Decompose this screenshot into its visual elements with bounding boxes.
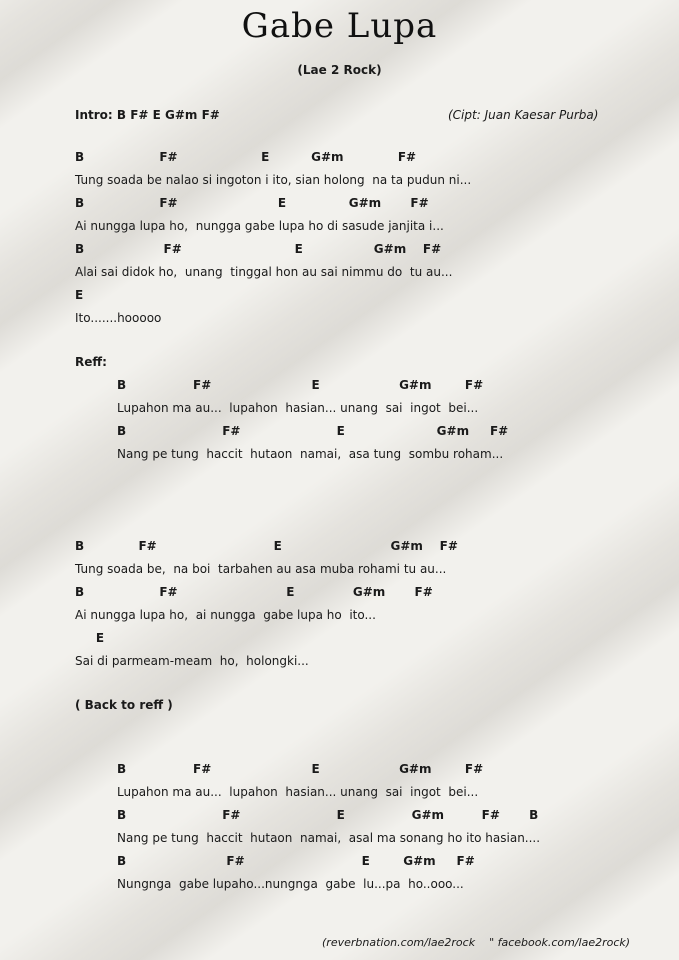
back-to-reff-note: ( Back to reff ) — [75, 698, 173, 712]
footer-links: (reverbnation.com/lae2rock " facebook.com/lae2rock) — [322, 936, 631, 949]
chord-line: B F# E G#m F# — [117, 762, 484, 776]
lyric-line: Ai nungga lupa ho, ai nungga gabe lupa ho ito... — [75, 608, 376, 622]
lyric-line: Tung soada be nalao si ingoton i ito, sian holong na ta pudun ni... — [75, 173, 472, 187]
lyric-line: Lupahon ma au... lupahon hasian... unang sai ingot bei... — [117, 785, 479, 799]
lyric-line: Alai sai didok ho, unang tinggal hon au sai nimmu do tu au... — [75, 265, 453, 279]
lyric-line: Nang pe tung haccit hutaon namai, asal ma sonang ho ito hasian.... — [117, 831, 541, 845]
chord-line: B F# E G#m F# — [117, 854, 475, 868]
chord-line: B F# E G#m F# — [117, 378, 484, 392]
lyric-line: Lupahon ma au... lupahon hasian... unang sai ingot bei... — [117, 401, 479, 415]
chord-line: B F# E G#m F# — [75, 585, 433, 599]
reff-label: Reff: — [75, 355, 107, 369]
chord-line: B F# E G#m F# — [75, 196, 429, 210]
song-artist: (Lae 2 Rock) — [297, 63, 382, 77]
lyric-line: Ito.......hooooo — [75, 311, 162, 325]
chord-line: B F# E G#m F# — [75, 150, 417, 164]
chord-line: E — [75, 288, 84, 302]
chord-line: B F# E G#m F# B — [117, 808, 539, 822]
lyric-line: Sai di parmeam-meam ho, holongki... — [75, 654, 309, 668]
songwriter-credit: (Cipt: Juan Kaesar Purba) — [448, 108, 599, 122]
lyric-line: Nungnga gabe lupaho...nungnga gabe lu...pa ho..ooo... — [117, 877, 464, 891]
chord-line: B F# E G#m F# — [75, 539, 458, 553]
lyric-line: Ai nungga lupa ho, nungga gabe lupa ho di sasude janjita i... — [75, 219, 444, 233]
lyric-line: Nang pe tung haccit hutaon namai, asa tung sombu roham... — [117, 447, 504, 461]
chord-line: E — [75, 631, 105, 645]
song-title: Gabe Lupa — [241, 6, 438, 46]
chord-line: B F# E G#m F# — [75, 242, 442, 256]
lyric-line: Tung soada be, na boi tarbahen au asa muba rohami tu au... — [75, 562, 447, 576]
intro-chords: Intro: B F# E G#m F# — [75, 108, 220, 122]
chord-line: B F# E G#m F# — [117, 424, 509, 438]
